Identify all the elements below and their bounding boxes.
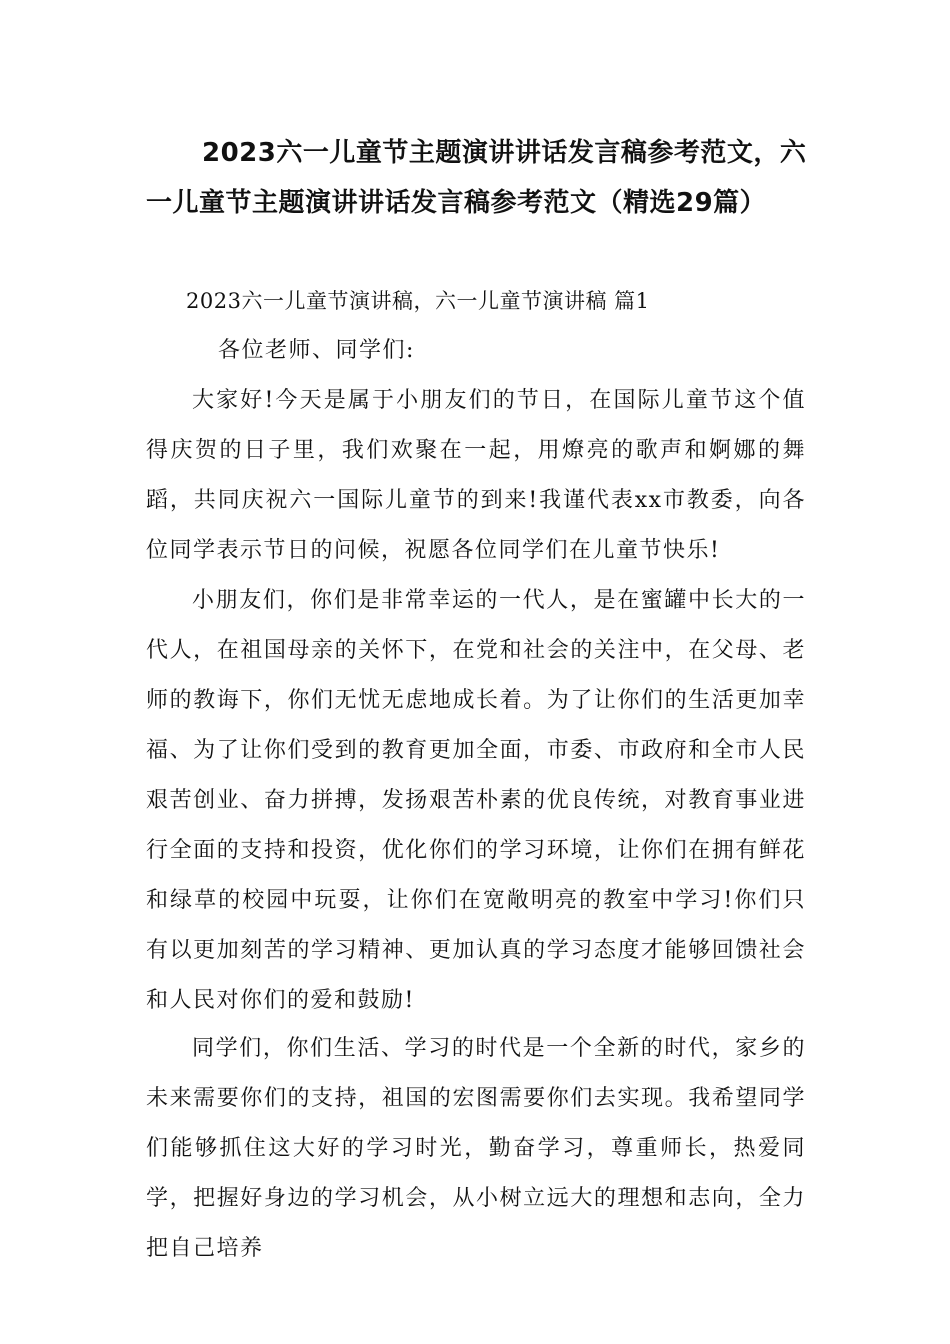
document-title: 2023六一儿童节主题演讲讲话发言稿参考范文，六一儿童节主题演讲讲话发言稿参考范文（精选29篇） [146,138,807,218]
paragraph-greeting: 大家好!今天是属于小朋友们的节日，在国际儿童节这个值得庆贺的日子里，我们欢聚在一起，用燎亮的歌声和婀娜的舞蹈，共同庆祝六一国际儿童节的到来!我谨代表xx市教委，向各位同学表示节日的问候，祝愿各位同学们在儿童节快乐! [146,388,806,563]
section-heading: 2023六一儿童节演讲稿，六一儿童节演讲稿 篇1 [186,289,650,313]
paragraph-fortunate-generation: 小朋友们，你们是非常幸运的一代人，是在蜜罐中长大的一代人，在祖国母亲的关怀下，在党和社会的关注中，在父母、老师的教诲下，你们无忧无虑地成长着。为了让你们的生活更加幸福、为了让你们受到的教育更加全面，市委、市政府和全市人民艰苦创业、奋力拼搏，发扬艰苦朴素的优良传统，对教育事业进行全面的支持和投资，优化你们的学习环境，让你们在拥有鲜花和绿草的校园中玩耍，让你们在宽敞明亮的教室中学习!你们只有以更加刻苦的学习精神、更加认真的学习态度才能够回馈社会和人民对你们的爱和鼓励! [146,588,806,1013]
salutation: 各位老师、同学们: [218,338,415,363]
paragraph-new-era: 同学们，你们生活、学习的时代是一个全新的时代，家乡的未来需要你们的支持，祖国的宏图需要你们去实现。我希望同学们能够抓住这大好的学习时光，勤奋学习，尊重师长，热爱同学，把握好身边的学习机会，从小树立远大的理想和志向，全力把自己培养 [146,1036,806,1261]
